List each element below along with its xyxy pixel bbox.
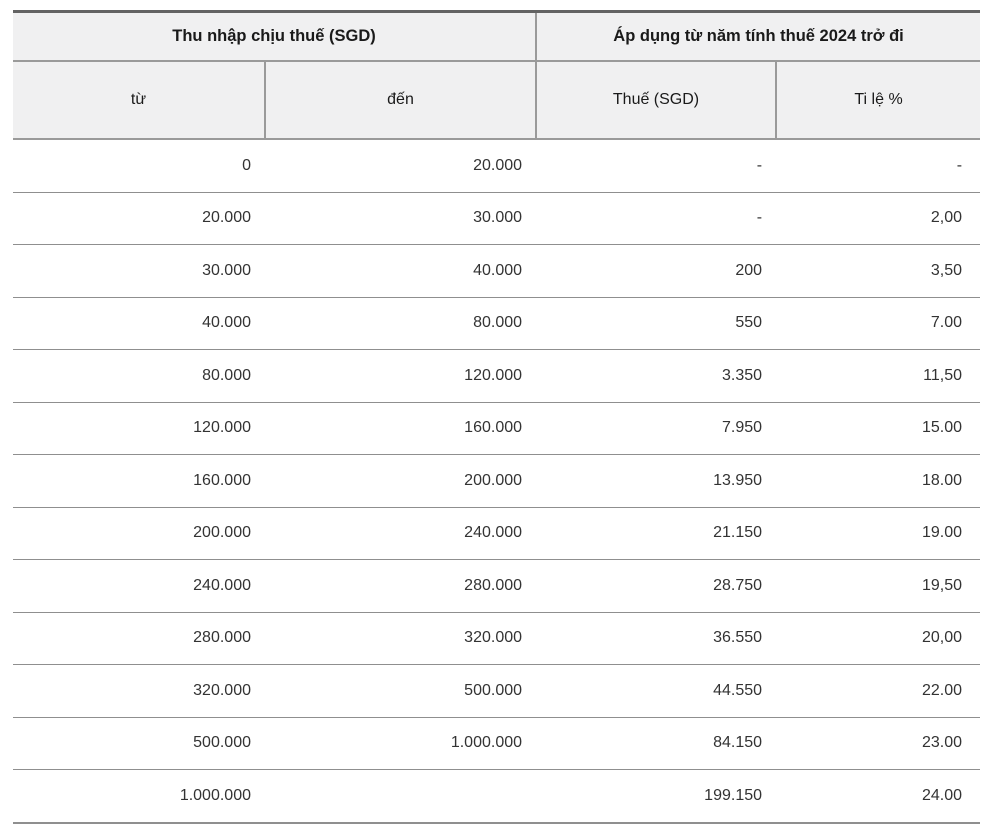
- cell-from: 30.000: [13, 245, 265, 298]
- group-header-taxable-income: Thu nhập chịu thuế (SGD): [13, 12, 536, 62]
- cell-tax: 7.950: [536, 402, 776, 455]
- cell-rate: 2,00: [776, 192, 980, 245]
- cell-from: 1.000.000: [13, 770, 265, 823]
- column-header-to: đến: [265, 61, 536, 139]
- group-header-applies-from-2024: Áp dụng từ năm tính thuế 2024 trở đi: [536, 12, 980, 62]
- cell-rate: 22.00: [776, 665, 980, 718]
- cell-to: 280.000: [265, 560, 536, 613]
- cell-to: 40.000: [265, 245, 536, 298]
- table-row: [13, 192, 980, 245]
- cell-to: [265, 770, 536, 823]
- column-header-row: [13, 61, 980, 139]
- cell-rate: -: [776, 139, 980, 192]
- cell-to: 240.000: [265, 507, 536, 560]
- cell-rate: 15.00: [776, 402, 980, 455]
- cell-rate: 20,00: [776, 612, 980, 665]
- cell-rate: 11,50: [776, 350, 980, 403]
- table-body: [13, 139, 980, 823]
- group-header-row: [13, 12, 980, 62]
- cell-tax: 200: [536, 245, 776, 298]
- cell-tax: 21.150: [536, 507, 776, 560]
- cell-tax: 84.150: [536, 717, 776, 770]
- cell-rate: 3,50: [776, 245, 980, 298]
- cell-from: 40.000: [13, 297, 265, 350]
- cell-to: 500.000: [265, 665, 536, 718]
- table-row: [13, 402, 980, 455]
- cell-rate: 24.00: [776, 770, 980, 823]
- table-header: [13, 12, 980, 140]
- cell-rate: 7.00: [776, 297, 980, 350]
- cell-tax: 3.350: [536, 350, 776, 403]
- table-row: [13, 245, 980, 298]
- cell-from: 200.000: [13, 507, 265, 560]
- column-header-tax-sgd: Thuế (SGD): [536, 61, 776, 139]
- cell-tax: 13.950: [536, 455, 776, 508]
- table-row: [13, 665, 980, 718]
- cell-from: 280.000: [13, 612, 265, 665]
- column-header-rate-percent: Ti lệ %: [776, 61, 980, 139]
- table-row: [13, 612, 980, 665]
- cell-tax: 36.550: [536, 612, 776, 665]
- table-row: [13, 507, 980, 560]
- table-row: [13, 770, 980, 823]
- table-row: [13, 297, 980, 350]
- cell-from: 0: [13, 139, 265, 192]
- cell-from: 320.000: [13, 665, 265, 718]
- cell-to: 200.000: [265, 455, 536, 508]
- cell-to: 30.000: [265, 192, 536, 245]
- cell-rate: 19,50: [776, 560, 980, 613]
- table-row: [13, 717, 980, 770]
- cell-tax: 199.150: [536, 770, 776, 823]
- cell-tax: 28.750: [536, 560, 776, 613]
- cell-rate: 23.00: [776, 717, 980, 770]
- cell-to: 320.000: [265, 612, 536, 665]
- cell-tax: 550: [536, 297, 776, 350]
- table-row: [13, 139, 980, 192]
- column-header-from: từ: [13, 61, 265, 139]
- cell-tax: -: [536, 139, 776, 192]
- cell-from: 240.000: [13, 560, 265, 613]
- cell-from: 160.000: [13, 455, 265, 508]
- table-row: [13, 455, 980, 508]
- cell-tax: -: [536, 192, 776, 245]
- cell-to: 20.000: [265, 139, 536, 192]
- table-row: [13, 560, 980, 613]
- cell-from: 80.000: [13, 350, 265, 403]
- cell-rate: 19.00: [776, 507, 980, 560]
- cell-from: 120.000: [13, 402, 265, 455]
- cell-to: 160.000: [265, 402, 536, 455]
- cell-from: 20.000: [13, 192, 265, 245]
- cell-tax: 44.550: [536, 665, 776, 718]
- cell-to: 1.000.000: [265, 717, 536, 770]
- cell-rate: 18.00: [776, 455, 980, 508]
- cell-to: 80.000: [265, 297, 536, 350]
- cell-from: 500.000: [13, 717, 265, 770]
- table-row: [13, 350, 980, 403]
- tax-rate-table: [13, 10, 980, 824]
- cell-to: 120.000: [265, 350, 536, 403]
